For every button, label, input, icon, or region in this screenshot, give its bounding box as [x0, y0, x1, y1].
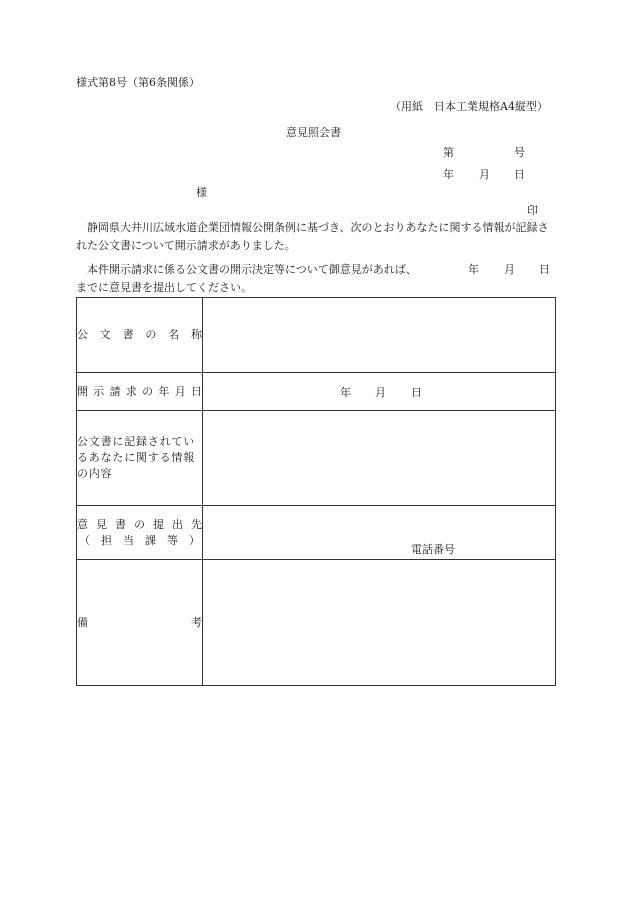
label-char: 年 — [158, 384, 170, 398]
request-date-year: 年 — [340, 385, 351, 399]
label-char: の — [134, 517, 145, 531]
label-char: 請 — [109, 384, 121, 398]
doc-number-prefix: 第 — [443, 146, 454, 159]
doc-number-suffix: 号 — [514, 146, 525, 159]
label-submit-to — [77, 506, 203, 560]
form-number: 様式第8号（第6条関係） — [76, 76, 200, 89]
label-char: 求 — [125, 384, 137, 398]
paragraph-2-text: 本件開示請求に係る公文書の開示決定等について御意見があれば、 — [87, 263, 417, 276]
label-submit-to-line2 — [77, 533, 202, 549]
label-char: 出 — [172, 517, 183, 531]
paragraph-3-text: までに意見書を提出してください。 — [76, 281, 252, 294]
label-char: 意 — [77, 517, 88, 531]
table-row-document-name — [77, 298, 556, 373]
label-char: の — [142, 384, 154, 398]
table-row-remarks — [77, 560, 556, 686]
label-remarks-text — [77, 615, 202, 631]
label-char: ） — [189, 533, 200, 547]
request-date-month: 月 — [375, 385, 386, 399]
label-char: 名 — [168, 328, 180, 341]
label-request-date-text — [77, 384, 202, 400]
paragraph-1 — [76, 219, 556, 255]
label-request-date — [77, 373, 203, 411]
label-char: 日 — [190, 384, 202, 398]
date-day: 日 — [514, 168, 525, 181]
field-remarks[interactable] — [203, 560, 556, 686]
label-remarks-right: 考 — [191, 615, 202, 629]
label-char: （ — [79, 533, 90, 547]
label-char: 示 — [93, 384, 105, 398]
label-submit-to-line1 — [77, 517, 202, 533]
label-char: の — [145, 328, 157, 341]
label-char: 提 — [153, 517, 164, 531]
label-char: 等 — [167, 533, 178, 547]
deadline-year: 年 — [468, 263, 479, 276]
label-remarks-left: 備 — [77, 615, 88, 629]
label-info-content — [77, 411, 203, 506]
addressee-suffix: 様 — [196, 186, 207, 199]
field-submit-to[interactable] — [203, 506, 556, 560]
label-document-name — [77, 298, 203, 373]
label-char: 見 — [96, 517, 107, 531]
label-char: 称 — [190, 328, 202, 341]
table-row-request-date — [77, 373, 556, 411]
table-row-submit-to — [77, 506, 556, 560]
label-char: 書 — [122, 328, 134, 341]
label-char: 担 — [101, 533, 112, 547]
label-char: 当 — [123, 533, 134, 547]
field-document-name[interactable] — [203, 298, 556, 373]
paper-size-note: （用紙 日本工業規格A4縦型） — [390, 100, 548, 113]
opinion-form-table — [76, 297, 556, 686]
label-char: 開 — [77, 384, 88, 398]
label-char: 公 — [77, 328, 88, 341]
paragraph-1-text: 静岡県大井川広域水道企業団情報公開条例に基づき、次のとおりあなたに関する情報が記録された公文書について開示請求がありました。 — [76, 221, 549, 252]
paragraph-2 — [76, 261, 556, 297]
label-char: 月 — [174, 384, 186, 398]
field-request-date[interactable] — [203, 373, 556, 411]
label-char: 課 — [145, 533, 156, 547]
label-char: 先 — [191, 517, 202, 531]
table-row-info-content — [77, 411, 556, 506]
phone-number-label: 電話番号 — [411, 543, 455, 556]
date-year: 年 — [443, 168, 454, 181]
label-char: 文 — [99, 328, 111, 341]
document-title: 意見照会書 — [286, 126, 341, 139]
field-info-content[interactable] — [203, 411, 556, 506]
date-month: 月 — [479, 168, 490, 181]
request-date-day: 日 — [411, 385, 422, 399]
deadline-day: 日 — [539, 263, 550, 276]
label-char: 書 — [115, 517, 126, 531]
label-info-content-text: 公文書に記録されているあなたに関する情報の内容 — [77, 435, 195, 480]
label-document-name-text — [77, 327, 202, 343]
label-remarks — [77, 560, 203, 686]
deadline-month: 月 — [504, 263, 515, 276]
seal-mark: 印 — [527, 204, 538, 217]
